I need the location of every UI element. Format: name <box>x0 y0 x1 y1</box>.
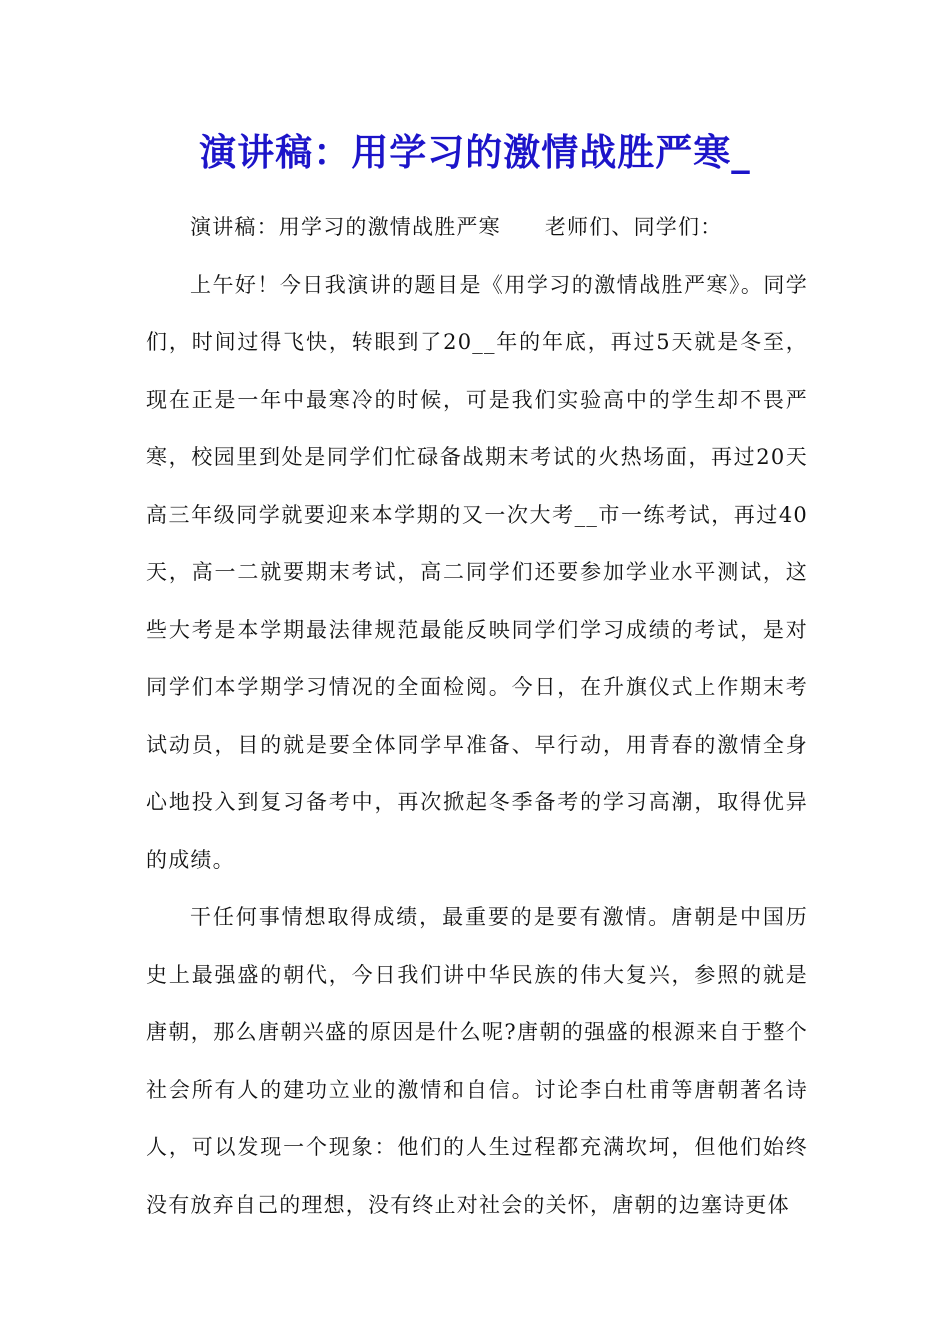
intro-label: 演讲稿：用学习的激情战胜严寒 <box>190 215 501 239</box>
document-title: 演讲稿：用学习的激情战胜严寒_ <box>199 130 751 174</box>
intro-greeting: 老师们、同学们： <box>544 215 723 239</box>
intro-paragraph <box>146 199 808 257</box>
body-paragraph-2: 干任何事情想取得成绩，最重要的是要有激情。唐朝是中国历史上最强盛的朝代，今日我们讲中华民族的伟大复兴，参照的就是唐朝，那么唐朝兴盛的原因是什么呢?唐朝的强盛的根源来自于整个社会所有人的建功立业的激情和自信。讨论李白杜甫等唐朝著名诗人，可以发现一个现象：他们的人生过程都充满坎坷，但他们始终没有放弃自己的理想，没有终止对社会的关怀，唐朝的边塞诗更体 <box>146 905 808 1217</box>
document-body <box>146 199 808 1234</box>
body-paragraph-1: 上午好！今日我演讲的题目是《用学习的激情战胜严寒》。同学们，时间过得飞快，转眼到了20__年的年底，再过5天就是冬至，现在正是一年中最寒冷的时候，可是我们实验高中的学生却不畏严寒，校园里到处是同学们忙碌备战期末考试的火热场面，再过20天高三年级同学就要迎来本学期的又一次大考__市一练考试，再过40天，高一二就要期末考试，高二同学们还要参加学业水平测试，这些大考是本学期最法律规范最能反映同学们学习成绩的考试，是对同学们本学期学习情况的全面检阅。今日，在升旗仪式上作期末考试动员，目的就是要全体同学早准备、早行动，用青春的激情全身心地投入到复习备考中，再次掀起冬季备考的学习高潮，取得优异的成绩。 <box>146 272 808 872</box>
